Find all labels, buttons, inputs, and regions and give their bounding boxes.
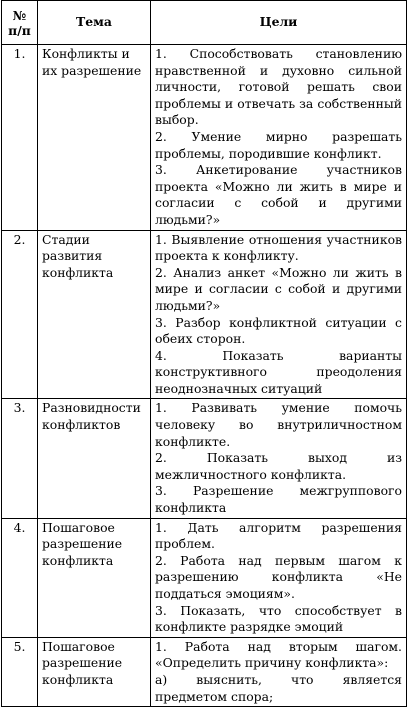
header-topic: Тема [38,1,151,45]
table-row [2,399,407,518]
row-topic: Конфликты и их разрешение [38,45,151,231]
row-goals [151,45,407,231]
table-row [2,45,407,231]
goal-item: 3. Показать, что способствует в конфликте разрядке эмоций [155,602,402,635]
table-row [2,230,407,399]
goal-item: 3. Разрешение межгруппового конфликта [155,483,402,516]
goal-item: 1. Развивать умение помочь человеку во внутриличностном конфликте. [155,400,402,449]
row-number: 4. [2,518,38,637]
table-body [2,45,407,707]
row-topic: Пошаговое разрешение конфликта [38,637,151,706]
row-topic: Разновидности конфликтов [38,399,151,518]
goal-item: 4. Показать варианты конструктивного преодоления неоднозначных ситуаций [155,347,402,396]
row-number: 1. [2,45,38,231]
goal-item: 3. Анкетирование участников проекта «Можно ли жить в мире и согласии с собой и другими людьми?» [155,162,402,227]
goal-item: 1. Выявление отношения участников проекта к конфликту. [155,231,402,264]
goal-item: 1. Дать алгоритм разрешения проблем. [155,519,402,552]
goal-item: 3. Разбор конфликтной ситуации с обеих сторон. [155,314,402,347]
row-topic: Пошаговое разрешение конфликта [38,518,151,637]
row-number: 5. [2,637,38,706]
row-goals [151,230,407,399]
header-number-line1: № [12,7,27,23]
row-goals [151,399,407,518]
table-header [2,1,407,45]
header-row [2,1,407,45]
goal-item: 1. Способствовать становлению нравственной и духовно сильной личности, готовой решать свои проблемы и отвечать за собственный выбор. [155,46,402,128]
header-number-line2: п/п [8,22,31,38]
row-number: 3. [2,399,38,518]
header-number [2,1,38,45]
conflict-topics-table [1,0,407,707]
row-goals [151,637,407,706]
goal-item: 2. Показать выход из межличностного конфликта. [155,450,402,482]
goal-item: 1. Работа над вторым шагом. «Определить причину конфликта»: [155,638,402,671]
header-goals: Цели [151,1,407,45]
goal-item: 2. Анализ анкет «Можно ли жить в мире и согласии с собой и другими людьми?» [155,264,402,313]
goal-item: 2. Работа над первым шагом к разрешению конфликта «Не поддаться эмоциям». [155,552,402,601]
goal-item: 2. Умение мирно разрешать проблемы, породившие конфликт. [155,128,402,161]
goal-item: а) выяснить, что является предметом спора; [155,671,402,704]
row-goals [151,518,407,637]
table-row [2,518,407,637]
row-number: 2. [2,230,38,399]
table-row [2,637,407,706]
row-topic: Стадии развития конфликта [38,230,151,399]
